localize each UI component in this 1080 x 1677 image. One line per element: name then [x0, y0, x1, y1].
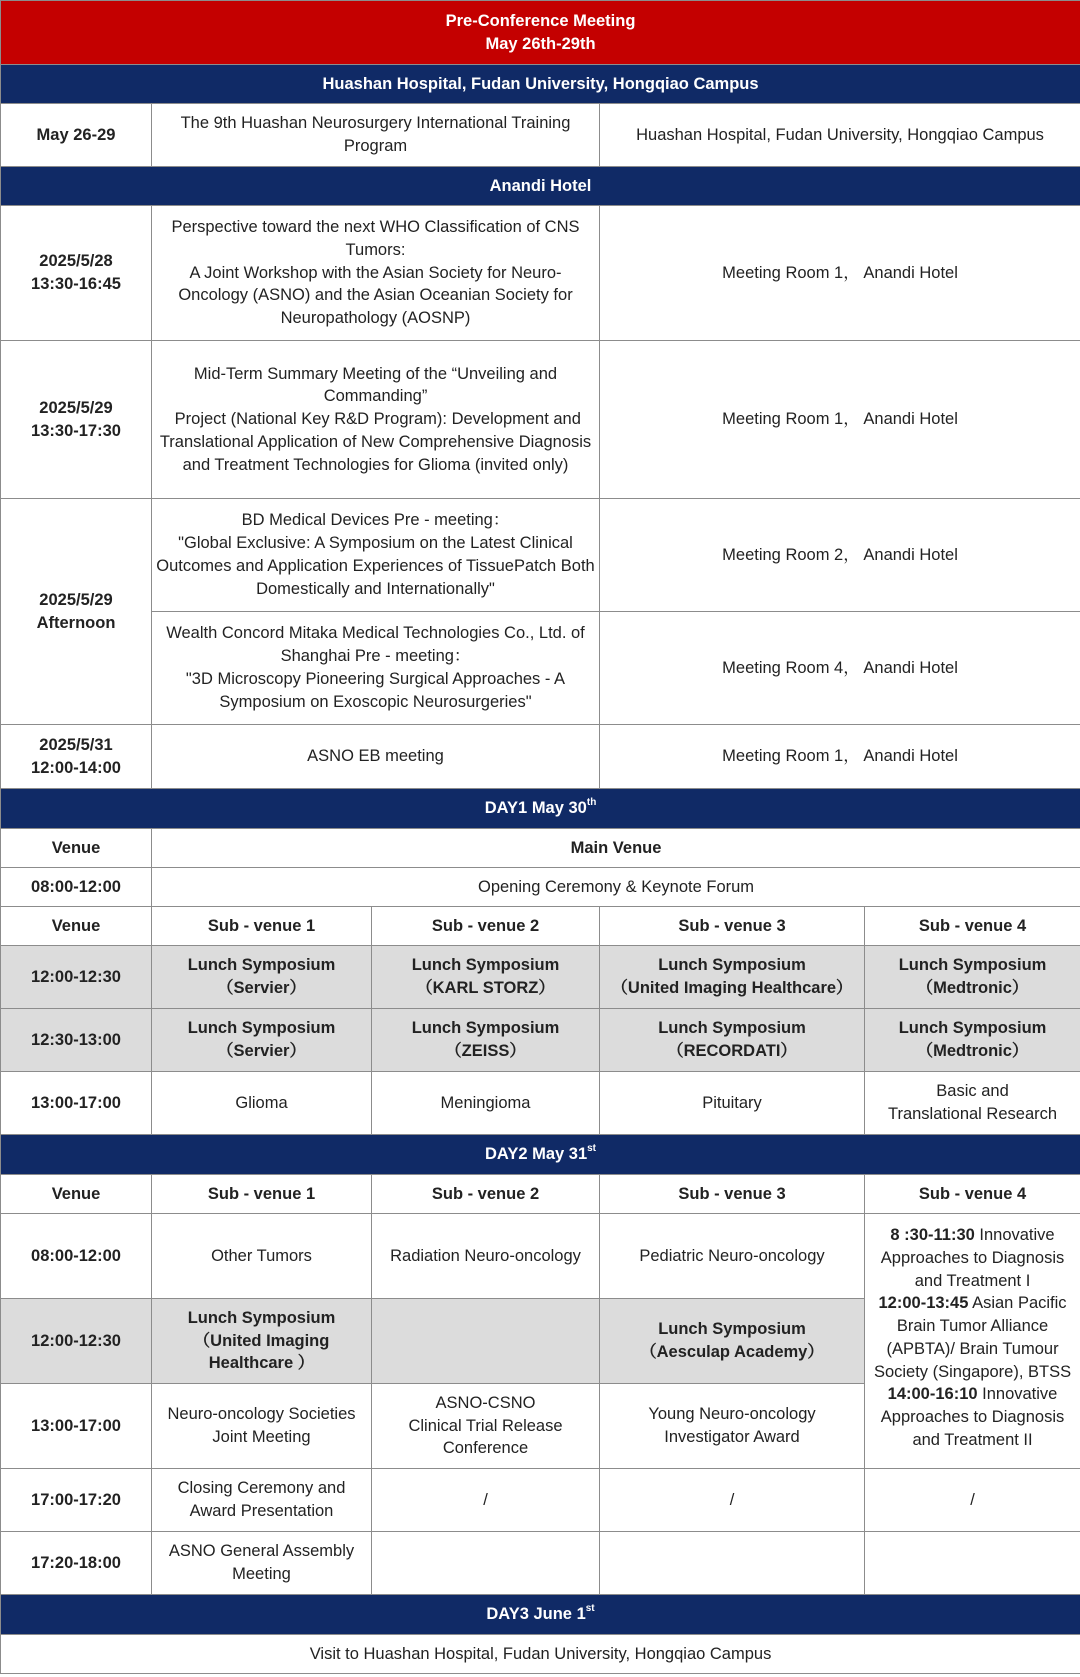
day3-header: DAY3 June 1st	[1, 1595, 1080, 1635]
day1-venue-label: Venue	[1, 829, 152, 868]
day1-session-cell: Lunch Symposium （KARL STORZ）	[372, 946, 600, 1009]
day1-opening-event: Opening Ceremony & Keynote Forum	[152, 868, 1080, 907]
day1-session-cell: Meningioma	[372, 1072, 600, 1135]
mitaka-premeeting-event: Wealth Concord Mitaka Medical Technologies Co., Ltd. of Shanghai Pre - meeting： "3D Microscopy Pioneering Surgical Approaches - A Symposium on Exoscopic Neurosurgeries"	[152, 612, 600, 725]
day1-subvenue-4-header: Sub - venue 4	[865, 907, 1080, 946]
pre-conference-header	[1, 1, 1080, 65]
day1-time-cell: 13:00-17:00	[1, 1072, 152, 1135]
day1-session-cell: Lunch Symposium （Medtronic）	[865, 1009, 1080, 1072]
day1-session-cell: Lunch Symposium （United Imaging Healthcare）	[600, 946, 865, 1009]
day2-subvenue-3-header: Sub - venue 3	[600, 1175, 865, 1214]
day1-session-cell: Pituitary	[600, 1072, 865, 1135]
day1-main-venue: Main Venue	[152, 829, 1080, 868]
sv4-block: 12:00-13:45 Asian Pacific Brain Tumor Alliance (APBTA)/ Brain Tumour Society (Singapore), BTSS	[873, 1294, 1072, 1381]
day2-lunch-aesculap: Lunch Symposium （Aesculap Academy）	[600, 1299, 865, 1384]
day2-slash-cell: /	[372, 1469, 600, 1532]
day2-empty-cell	[372, 1532, 600, 1595]
who-workshop-event: Perspective toward the next WHO Classification of CNS Tumors: A Joint Workshop with the Asian Society for Neuro-Oncology (ASNO) and the Asian Oceanian Society for Neuropathology (AOSNP)	[152, 206, 600, 341]
day1-session-cell: Lunch Symposium （ZEISS）	[372, 1009, 600, 1072]
day1-row-1300	[1, 1072, 1080, 1135]
day2-slash-cell: /	[600, 1469, 865, 1532]
midterm-meeting-datetime: 2025/5/29 13:30-17:30	[1, 341, 152, 499]
pre-conference-title: Pre-Conference Meeting	[445, 11, 636, 30]
day1-session-cell: Basic and Translational Research	[865, 1072, 1080, 1135]
midterm-meeting-event: Mid-Term Summary Meeting of the “Unveiling and Commanding” Project (National Key R&D Program): Development and Translational Application of New Comprehensive Diagnosis and Treatment Technologies for Glioma (invited only)	[152, 341, 600, 499]
day2-closing-ceremony: Closing Ceremony and Award Presentation	[152, 1469, 372, 1532]
day1-subvenue-1-header: Sub - venue 1	[152, 907, 372, 946]
day1-subvenue-3-header: Sub - venue 3	[600, 907, 865, 946]
day2-time-1300: 13:00-17:00	[1, 1384, 152, 1469]
day1-row-1230	[1, 1009, 1080, 1072]
bd-premeeting-location: Meeting Room 2， Anandi Hotel	[600, 499, 1080, 612]
asno-eb-location: Meeting Room 1， Anandi Hotel	[600, 725, 1080, 789]
day1-opening-time: 08:00-12:00	[1, 868, 152, 907]
day2-radiation-neuro-oncology: Radiation Neuro-oncology	[372, 1214, 600, 1299]
training-date: May 26-29	[1, 104, 152, 167]
day2-other-tumors: Other Tumors	[152, 1214, 372, 1299]
asno-eb-datetime: 2025/5/31 12:00-14:00	[1, 725, 152, 789]
day2-subvenue-1-header: Sub - venue 1	[152, 1175, 372, 1214]
day2-pediatric-neuro-oncology: Pediatric Neuro-oncology	[600, 1214, 865, 1299]
day1-time-cell: 12:00-12:30	[1, 946, 152, 1009]
huashan-section-header: Huashan Hospital, Fudan University, Hongqiao Campus	[1, 65, 1080, 104]
day1-session-cell: Glioma	[152, 1072, 372, 1135]
day2-subvenue-4-header: Sub - venue 4	[865, 1175, 1080, 1214]
day2-lunch-united-imaging: Lunch Symposium （United Imaging Healthcare ）	[152, 1299, 372, 1384]
bd-premeeting-event: BD Medical Devices Pre - meeting： "Global Exclusive: A Symposium on the Latest Clinical Outcomes and Application Experiences of TissuePatch Both Domestically and Internationally"	[152, 499, 600, 612]
who-workshop-datetime: 2025/5/28 13:30-16:45	[1, 206, 152, 341]
day2-empty-cell	[865, 1532, 1080, 1595]
midterm-meeting-location: Meeting Room 1， Anandi Hotel	[600, 341, 1080, 499]
day1-header: DAY1 May 30th	[1, 789, 1080, 829]
day1-session-cell: Lunch Symposium （RECORDATI）	[600, 1009, 865, 1072]
day1-subvenue-2-header: Sub - venue 2	[372, 907, 600, 946]
afternoon-datetime: 2025/5/29 Afternoon	[1, 499, 152, 725]
anandi-section-header: Anandi Hotel	[1, 167, 1080, 206]
day2-venue-label: Venue	[1, 1175, 152, 1214]
day2-subvenue-2-header: Sub - venue 2	[372, 1175, 600, 1214]
training-location: Huashan Hospital, Fudan University, Hongqiao Campus	[600, 104, 1080, 167]
who-workshop-location: Meeting Room 1， Anandi Hotel	[600, 206, 1080, 341]
day1-session-cell: Lunch Symposium （Servier）	[152, 1009, 372, 1072]
day3-event: Visit to Huashan Hospital, Fudan University, Hongqiao Campus	[1, 1635, 1080, 1674]
day2-clinical-trial-release: ASNO-CSNO Clinical Trial Release Conference	[372, 1384, 600, 1469]
day1-venue-label-2: Venue	[1, 907, 152, 946]
day2-empty-cell	[372, 1299, 600, 1384]
sv4-block: 14:00-16:10 Innovative Approaches to Diagnosis and Treatment II	[880, 1385, 1065, 1449]
day1-session-cell: Lunch Symposium （Medtronic）	[865, 946, 1080, 1009]
day2-time-1720: 17:20-18:00	[1, 1532, 152, 1595]
mitaka-premeeting-location: Meeting Room 4， Anandi Hotel	[600, 612, 1080, 725]
day2-time-1700: 17:00-17:20	[1, 1469, 152, 1532]
day2-general-assembly: ASNO General Assembly Meeting	[152, 1532, 372, 1595]
day2-time-0800: 08:00-12:00	[1, 1214, 152, 1299]
day1-row-1200	[1, 946, 1080, 1009]
day2-empty-cell	[600, 1532, 865, 1595]
sv4-block: 8 :30-11:30 Innovative Approaches to Diagnosis and Treatment I	[880, 1226, 1065, 1290]
asno-eb-event: ASNO EB meeting	[152, 725, 600, 789]
training-event: The 9th Huashan Neurosurgery International Training Program	[152, 104, 600, 167]
day2-slash-cell: /	[865, 1469, 1080, 1532]
pre-conference-dates: May 26th-29th	[485, 34, 596, 53]
day2-subvenue-4-program	[865, 1214, 1080, 1469]
day2-joint-meeting: Neuro-oncology Societies Joint Meeting	[152, 1384, 372, 1469]
day2-young-investigator-award: Young Neuro-oncology Investigator Award	[600, 1384, 865, 1469]
day2-time-1200: 12:00-12:30	[1, 1299, 152, 1384]
day1-session-cell: Lunch Symposium （Servier）	[152, 946, 372, 1009]
day2-header: DAY2 May 31st	[1, 1135, 1080, 1175]
day1-time-cell: 12:30-13:00	[1, 1009, 152, 1072]
